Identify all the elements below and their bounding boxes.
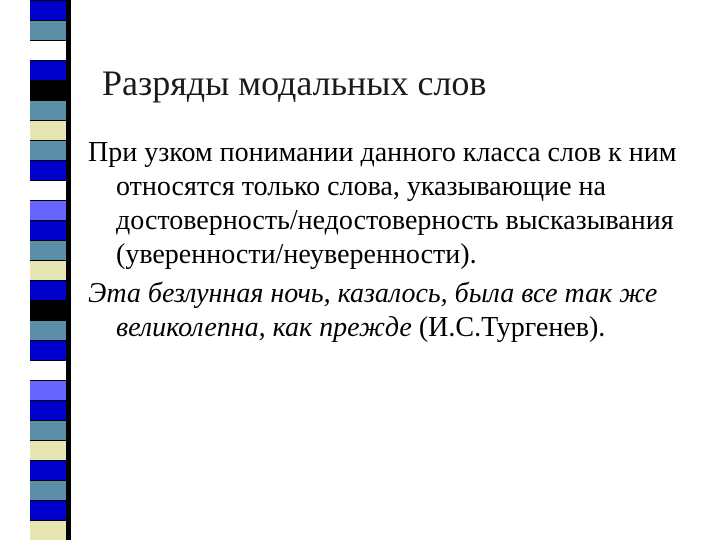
stripe-segment (30, 320, 66, 341)
stripe-segment (30, 80, 66, 101)
stripe-segment (30, 420, 66, 441)
stripe-segment (30, 480, 66, 501)
stripe-segment (30, 340, 66, 361)
stripe-segment (30, 460, 66, 481)
stripe-segment (30, 40, 66, 61)
stripe-segment (30, 100, 66, 121)
stripe-segment (30, 20, 66, 41)
stripe-segment (30, 380, 66, 401)
stripe-segment (30, 360, 66, 381)
stripe-segment (30, 500, 66, 521)
stripe-segment (30, 140, 66, 161)
stripe-segment (30, 240, 66, 261)
stripe-segment (30, 200, 66, 221)
stripe-segment (30, 0, 66, 21)
slide-body (88, 136, 714, 350)
example-quote: Эта безлунная ночь, казалось, была все так же великолепна, как прежде (88, 278, 658, 343)
stripe-segment (30, 400, 66, 421)
stripe-segment (30, 300, 66, 321)
stripe-segment (30, 440, 66, 461)
stripe-segment (30, 520, 66, 540)
stripe-segment (30, 120, 66, 141)
example-source: (И.С.Тургенев). (411, 312, 606, 343)
stripe-segment (30, 60, 66, 81)
stripe-segment (30, 280, 66, 301)
decorative-stripe (0, 0, 72, 540)
example-paragraph (88, 277, 714, 345)
definition-paragraph: При узком понимании данного класса слов к ним относятся только слова, указывающие на достоверность/недостоверность высказывания (уверенности/неуверенности). (88, 137, 677, 270)
slide-title: Разряды модальных слов (102, 63, 487, 103)
stripe-segment (30, 180, 66, 201)
stripe-segment (30, 220, 66, 241)
stripe-segment (30, 260, 66, 281)
stripe-segment (30, 160, 66, 181)
stripe-shadow (66, 0, 71, 540)
